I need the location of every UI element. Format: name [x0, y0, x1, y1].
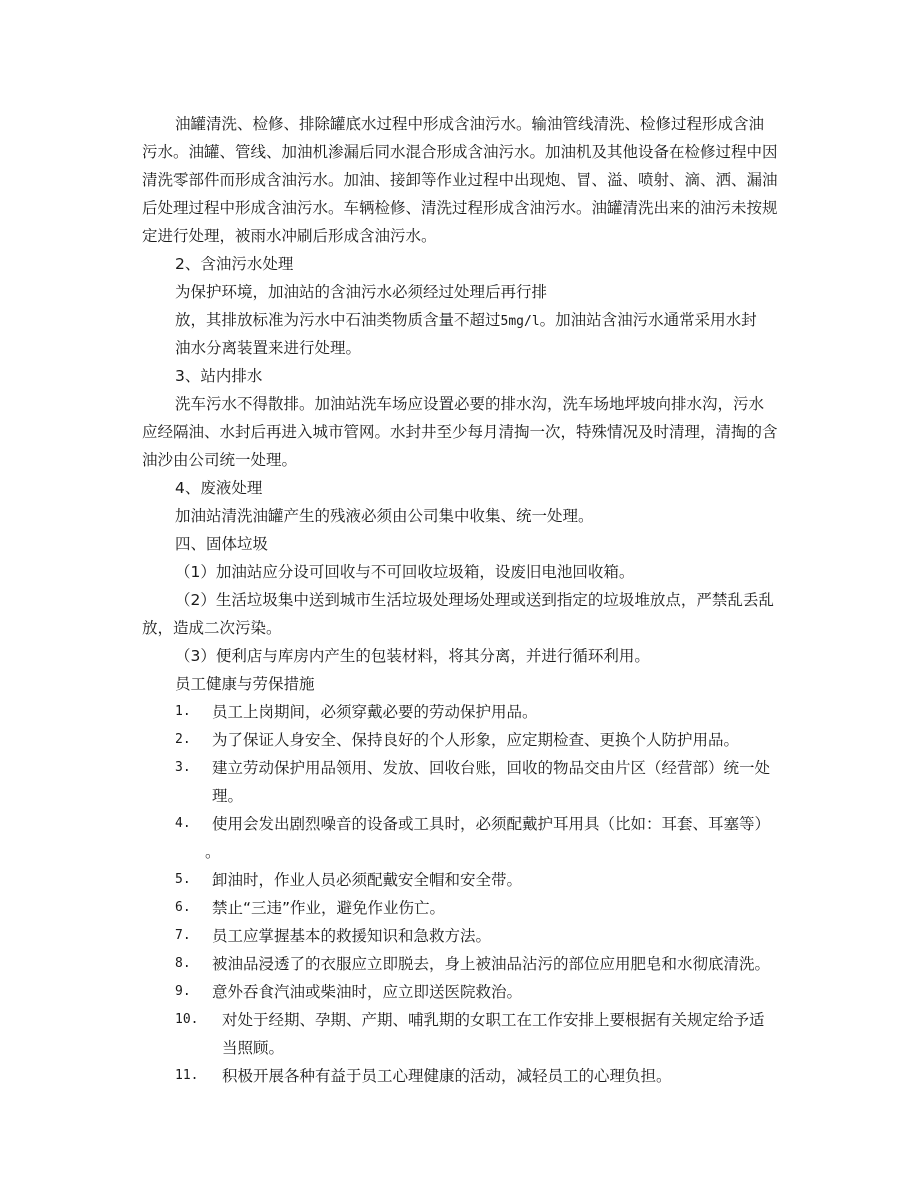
section-heading: 4、废液处理 — [175, 479, 263, 497]
paragraph-line: 清洗零部件而形成含油污水。加油、接卸等作业过程中出现炮、冒、溢、喷射、滴、洒、漏油 — [142, 171, 778, 189]
list-number: 8. — [175, 956, 191, 971]
paragraph-line: 应经隔油、水封后再进入城市管网。水封井至少每月清掏一次，特殊情况及时清理，清掏的含 — [142, 423, 778, 441]
list-number: 3. — [175, 760, 191, 775]
paragraph-line: 为保护环境，加油站的含油污水必须经过处理后再行排 — [175, 283, 548, 301]
list-number: 1. — [175, 704, 191, 719]
list-item: 员工应掌握基本的救援知识和急救方法。 — [212, 927, 492, 945]
list-item: 禁止“三违”作业，避免作业伤亡。 — [212, 899, 446, 917]
list-number: 11. — [175, 1068, 199, 1083]
section-heading: 3、站内排水 — [175, 367, 263, 385]
list-item: 建立劳动保护用品领用、发放、回收台账，回收的物品交由片区（经营部）统一处 — [212, 759, 771, 777]
list-item: 为了保证人身安全、保持良好的个人形象，应定期检查、更换个人防护用品。 — [212, 731, 740, 749]
list-item: 积极开展各种有益于员工心理健康的活动，减轻员工的心理负担。 — [222, 1067, 672, 1085]
paragraph-text: 。加油站含油污水通常采用水封 — [539, 311, 757, 329]
list-item-continuation: 放，造成二次污染。 — [142, 619, 282, 637]
list-number: 4. — [175, 816, 191, 831]
paragraph-line — [175, 310, 757, 332]
list-number: 2. — [175, 732, 191, 747]
list-item: 被油品浸透了的衣服应立即脱去，身上被油品沾污的部位应用肥皂和水彻底清洗。 — [212, 955, 771, 973]
paragraph-text: 放，其排放标准为污水中石油类物质含量不超过 — [175, 311, 501, 329]
paragraph-line: 加油站清洗油罐产生的残液必须由公司集中收集、统一处理。 — [175, 507, 594, 525]
paragraph-line: 污水。油罐、管线、加油机渗漏后同水混合形成含油污水。加油机及其他设备在检修过程中因 — [142, 143, 778, 161]
list-item: 意外吞食汽油或柴油时，应立即送医院救治。 — [212, 983, 523, 1001]
list-item: 卸油时，作业人员必须配戴安全帽和安全带。 — [212, 871, 523, 889]
list-item: 对处于经期、孕期、产期、哺乳期的女职工在工作安排上要根据有关规定给予适 — [222, 1011, 765, 1029]
list-item: （1）加油站应分设可回收与不可回收垃圾箱，设废旧电池回收箱。 — [175, 563, 635, 581]
list-item: （3）便利店与库房内产生的包装材料，将其分离，并进行循环利用。 — [175, 647, 650, 665]
paragraph-line: 油罐清洗、检修、排除罐底水过程中形成含油污水。输油管线清洗、检修过程形成含油 — [175, 115, 765, 133]
list-item-continuation: 理。 — [212, 787, 244, 805]
section-heading: 四、固体垃圾 — [175, 535, 269, 553]
list-number: 5. — [175, 872, 191, 887]
section-heading: 2、含油污水处理 — [175, 255, 294, 273]
list-item: 使用会发出剧烈噪音的设备或工具时，必须配戴护耳用具（比如：耳套、耳塞等） — [212, 815, 771, 833]
list-number: 6. — [175, 900, 191, 915]
paragraph-line: 油水分离装置来进行处理。 — [175, 339, 362, 357]
list-number: 9. — [175, 984, 191, 999]
list-item: 员工上岗期间，必须穿戴必要的劳动保护用品。 — [212, 703, 538, 721]
paragraph-line: 油沙由公司统一处理。 — [142, 451, 298, 469]
list-number: 10. — [175, 1012, 199, 1027]
list-number: 7. — [175, 928, 191, 943]
emission-limit-value: 5mg/l — [500, 314, 540, 329]
paragraph-line: 后处理过程中形成含油污水。车辆检修、清洗过程形成含油污水。油罐清洗出来的油污未按规 — [142, 199, 778, 217]
list-item: （2）生活垃圾集中送到城市生活垃圾处理场处理或送到指定的垃圾堆放点，严禁乱丢乱 — [175, 591, 774, 609]
list-item-continuation: 当照顾。 — [222, 1039, 285, 1057]
paragraph-line: 定进行处理，被雨水冲刷后形成含油污水。 — [142, 227, 437, 245]
section-heading: 员工健康与劳保措施 — [175, 675, 315, 693]
list-item-continuation: 。 — [205, 843, 221, 861]
paragraph-line: 洗车污水不得散排。加油站洗车场应设置必要的排水沟，洗车场地坪坡向排水沟，污水 — [175, 395, 765, 413]
